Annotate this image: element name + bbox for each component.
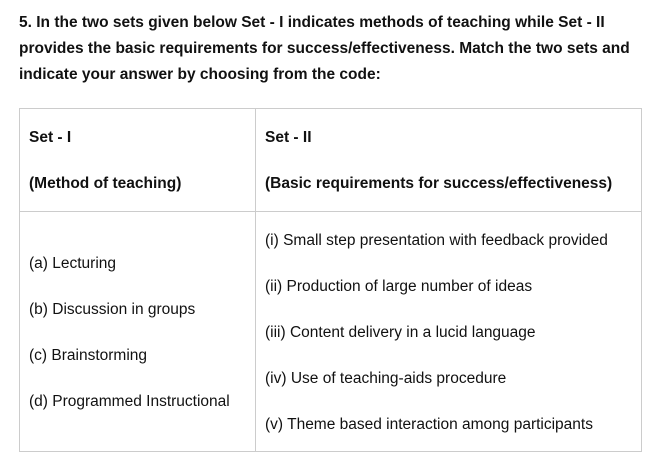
set1-item-b: (b) Discussion in groups: [29, 301, 196, 318]
set2-list: [265, 232, 608, 462]
set1-subtitle: (Method of teaching): [29, 175, 182, 192]
set2-item-i: (i) Small step presentation with feedback provided: [265, 232, 608, 249]
set2-header-cell: [256, 109, 642, 212]
set2-item-iv: (iv) Use of teaching-aids procedure: [265, 370, 507, 387]
set2-title: Set - II: [265, 129, 312, 146]
set1-items-cell: [20, 212, 256, 452]
set2-item-ii: (ii) Production of large number of ideas: [265, 278, 533, 295]
set2-items-cell: [256, 212, 642, 452]
set1-item-c: (c) Brainstorming: [29, 347, 147, 364]
set1-item-a: (a) Lecturing: [29, 255, 117, 272]
set1-title: Set - I: [29, 129, 72, 146]
question-text: 5. In the two sets given below Set - I indicates methods of teaching while Set - II provides the basic requirements for success/effectiveness. Match the two sets and indicate your answer by choosing from the code:: [19, 14, 630, 83]
matching-table: [19, 108, 642, 452]
set1-item-d: (d) Programmed Instructional: [29, 393, 230, 410]
set2-subtitle: (Basic requirements for success/effectiveness): [265, 175, 613, 192]
set1-list: [29, 255, 230, 439]
set1-header-cell: [20, 109, 256, 212]
table-header-row: [20, 109, 642, 212]
set2-item-v: (v) Theme based interaction among participants: [265, 416, 593, 433]
table-body-row: [20, 212, 642, 452]
set2-item-iii: (iii) Content delivery in a lucid language: [265, 324, 536, 341]
